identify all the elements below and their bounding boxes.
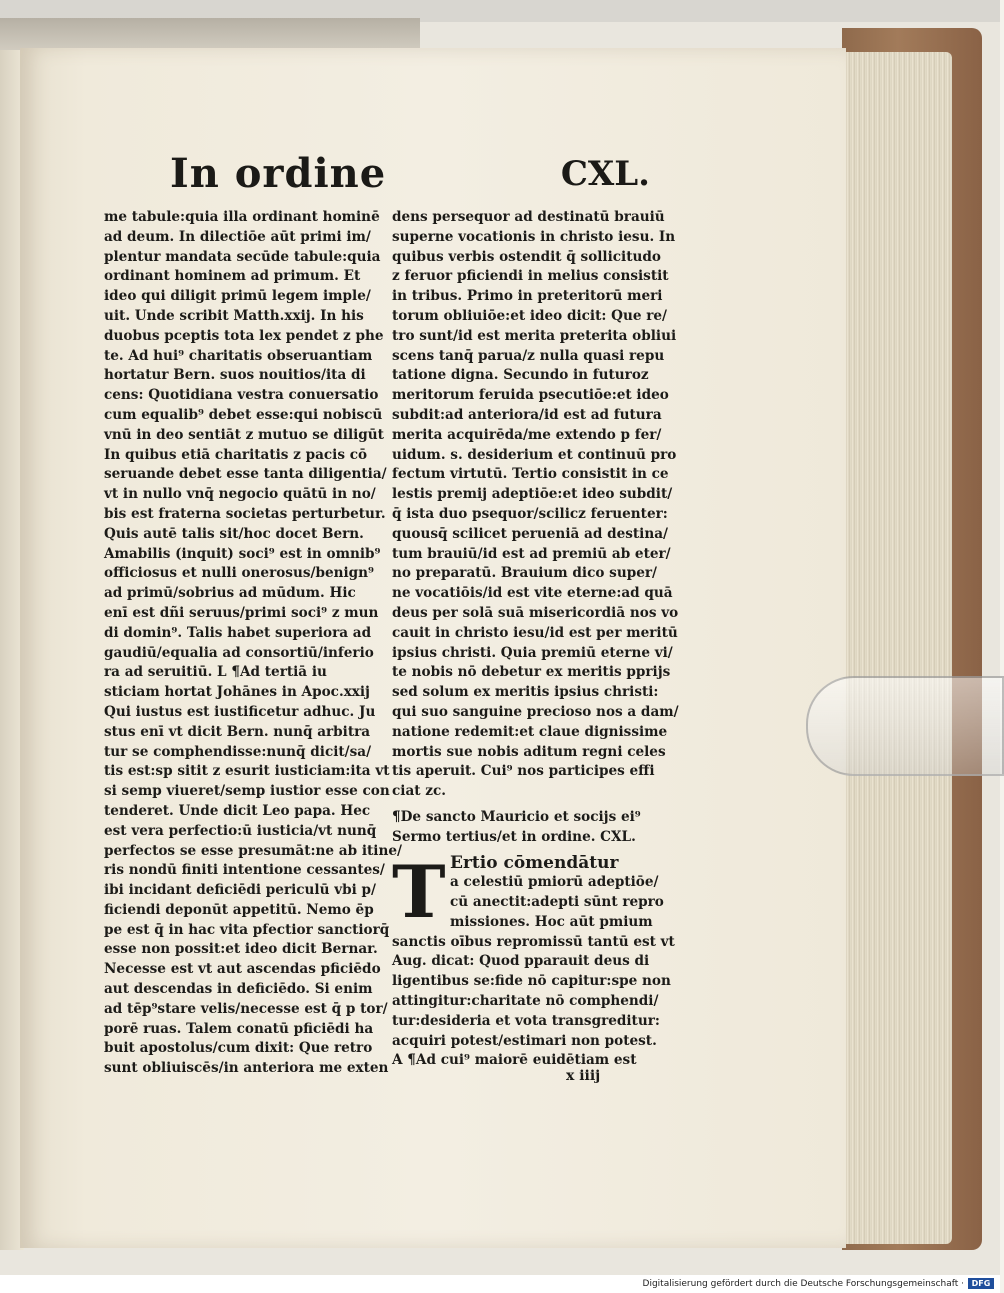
text-line: te. Ad hui⁹ charitatis obseruantiam bbox=[104, 347, 373, 364]
text-line: tis est:sp sitit z esurit iusticiam:ita vt bbox=[104, 763, 390, 780]
text-line: ne vocatiōis/id est vite eterne:ad quā bbox=[392, 585, 673, 602]
folio-number: CXL. bbox=[560, 154, 650, 194]
text-line: ¶De sancto Mauricio et socijs ei⁹ bbox=[392, 808, 641, 825]
text-line: in tribus. Primo in preteritorū meri bbox=[392, 288, 663, 305]
signature-mark: x iiij bbox=[566, 1068, 601, 1084]
text-line: merita acquirēda/me extendo p fer/ bbox=[392, 426, 662, 443]
text-line: z feruor pficiendi in melius consistit bbox=[392, 268, 669, 285]
text-line: cum equalib⁹ debet esse:qui nobiscū bbox=[104, 406, 383, 423]
drop-cap-initial: T bbox=[392, 848, 446, 934]
text-line: lestis premij adeptiōe:et ideo subdit/ bbox=[392, 486, 673, 503]
initial-text-line: Ertio cōmendātur bbox=[450, 852, 619, 873]
text-line: Aug. dicat: Quod pparauit deus di bbox=[392, 953, 650, 970]
text-line: tenderet. Unde dicit Leo papa. Hec bbox=[104, 802, 371, 819]
text-line: ris nondū finiti intentione cessantes/ bbox=[104, 862, 385, 879]
text-line: Sermo tertius/et in ordine. CXL. bbox=[392, 828, 636, 845]
text-line: mortis sue nobis aditum regni celes bbox=[392, 743, 666, 760]
text-line: sticiam hortat Johānes in Apoc.xxij bbox=[104, 684, 370, 701]
text-line: esse non possit:et ideo dicit Bernar. bbox=[104, 941, 378, 958]
text-line: uit. Unde scribit Matth.xxij. In his bbox=[104, 307, 364, 324]
text-line: quousq̄ scilicet perueniā ad destina/ bbox=[392, 525, 668, 542]
text-line: meritorum feruida psecutiōe:et ideo bbox=[392, 387, 669, 404]
text-line: ibi incidant deficiēdi periculū vbi p/ bbox=[104, 882, 376, 899]
text-line: tur se comphendisse:nunq̄ dicit/sa/ bbox=[104, 743, 372, 760]
text-line: sunt obliuiscēs/in anteriora me exten bbox=[104, 1060, 389, 1077]
text-line: ra ad seruitiū. L ¶Ad tertiā iu bbox=[104, 664, 327, 681]
text-line: duobus pceptis tota lex pendet z phe bbox=[104, 327, 384, 344]
text-line: sanctis oībus repromissū tantū est vt bbox=[392, 933, 675, 950]
text-line: gaudiū/equalia ad consortiū/inferio bbox=[104, 644, 374, 661]
text-line: hortatur Bern. suos nouitios/ita di bbox=[104, 367, 366, 384]
running-head-title: In ordine bbox=[170, 150, 387, 197]
text-line: stus enī vt dicit Bern. nunq̄ arbitra bbox=[104, 723, 371, 740]
text-line: ad tēp⁹stare velis/necesse est q̄ p tor/ bbox=[104, 1000, 388, 1017]
text-line: porē ruas. Talem conatū pficiēdi ha bbox=[104, 1020, 374, 1037]
right-text-column bbox=[392, 208, 679, 1071]
left-text-column bbox=[104, 208, 402, 1079]
text-line: me tabule:quia illa ordinant hominē bbox=[104, 209, 380, 225]
text-line: ficiendi deponūt appetitū. Nemo ēp bbox=[104, 901, 374, 918]
running-head bbox=[160, 150, 650, 202]
text-line: qui suo sanguine precioso nos a dam/ bbox=[392, 703, 679, 720]
text-line: tis aperuit. Cui⁹ nos participes effi bbox=[392, 763, 655, 780]
text-line: sed solum ex meritis ipsius christi: bbox=[392, 684, 659, 701]
text-line: acquiri potest/estimari non potest. bbox=[392, 1032, 657, 1049]
initial-text-line: cū anectit:adepti sūnt repro bbox=[450, 894, 664, 911]
text-line: ad primū/sobrius ad mūdum. Hic bbox=[104, 585, 356, 602]
text-line: Necesse est vt aut ascendas pficiēdo bbox=[104, 961, 381, 978]
text-line: enī est dñi seruus/primi soci⁹ z mun bbox=[104, 604, 379, 621]
text-line: ordinant hominem ad primum. Et bbox=[104, 268, 361, 285]
text-line: dens persequor ad destinatū brauiū bbox=[392, 209, 665, 225]
text-line: ligentibus se:fide nō capitur:spe non bbox=[392, 973, 671, 990]
text-line: tro sunt/id est merita preterita obliui bbox=[392, 327, 677, 344]
text-line: aut descendas in deficiēdo. Si enim bbox=[104, 981, 373, 998]
text-line: cauit in christo iesu/id est per meritū bbox=[392, 624, 678, 641]
text-line: pe est q̄ in hac vita pfectior sanctiorq̄ bbox=[104, 921, 390, 938]
text-line: superne vocationis in christo iesu. In bbox=[392, 228, 676, 245]
text-line: q̄ ista duo psequor/scilicz feruenter: bbox=[392, 505, 668, 522]
initial-text-line: missiones. Hoc aūt pmium bbox=[450, 913, 653, 930]
text-line: ipsius christi. Quia premiū eterne vi/ bbox=[392, 644, 673, 661]
text-line: tatione digna. Secundo in futuroz bbox=[392, 367, 649, 384]
footer-credit: Digitalisierung gefördert durch die Deutsche Forschungsgemeinschaft · bbox=[642, 1279, 964, 1289]
text-line: cens: Quotidiana vestra conuersatio bbox=[104, 387, 379, 404]
text-line: subdit:ad anteriora/id est ad futura bbox=[392, 406, 662, 423]
right-column-top-text bbox=[392, 208, 679, 802]
text-line: perfectos se esse presumāt:ne ab itine/ bbox=[104, 842, 402, 859]
sermon-heading bbox=[392, 808, 660, 848]
text-line: buit apostolus/cum dixit: Que retro bbox=[104, 1040, 373, 1057]
text-line: ideo qui diligit primū legem imple/ bbox=[104, 288, 371, 305]
text-line: Quis autē talis sit/hoc docet Bern. bbox=[104, 525, 364, 542]
page-clip bbox=[806, 676, 1004, 776]
right-column-bottom-text bbox=[392, 933, 675, 1072]
text-line: Qui iustus est iustificetur adhuc. Ju bbox=[104, 703, 376, 720]
text-line: tur:desideria et vota transgreditur: bbox=[392, 1012, 660, 1029]
text-line: scens tanq̄ parua/z nulla quasi repu bbox=[392, 347, 665, 364]
text-line: Amabilis (inquit) soci⁹ est in omnib⁹ bbox=[104, 545, 381, 562]
text-line: vt in nullo vnq̄ negocio quātū in no/ bbox=[104, 486, 376, 503]
text-line: deus per solā suā misericordiā nos vo bbox=[392, 604, 679, 621]
text-line: In quibus etiā charitatis z pacis cō bbox=[104, 446, 368, 463]
text-line: di domin⁹. Talis habet superiora ad bbox=[104, 624, 372, 641]
text-line: torum obliuiōe:et ideo dicit: Que re/ bbox=[392, 307, 667, 324]
initial-text-line: a celestiū pmiorū adeptiōe/ bbox=[450, 874, 659, 891]
text-line: natione redemit:et claue dignissime bbox=[392, 723, 668, 740]
text-line: ad deum. In dilectiōe aūt primi im/ bbox=[104, 228, 371, 245]
text-line: officiosus et nulli onerosus/benign⁹ bbox=[104, 565, 374, 582]
text-line: fectum virtutū. Tertio consistit in ce bbox=[392, 466, 669, 483]
text-line: no preparatū. Brauium dico super/ bbox=[392, 565, 657, 582]
text-line: vnū in deo sentiāt z mutuo se diligūt bbox=[104, 426, 384, 443]
text-line: ciat zc. bbox=[392, 783, 446, 800]
text-line: uidum. s. desiderium et continuū pro bbox=[392, 446, 677, 463]
text-line: est vera perfectio:ū iusticia/vt nunq̄ bbox=[104, 822, 377, 839]
text-line: A ¶Ad cui⁹ maiorē euidētiam est bbox=[392, 1052, 637, 1069]
initial-block bbox=[392, 848, 664, 934]
text-line: si semp viueret/semp iustior esse con bbox=[104, 783, 390, 800]
text-line: seruande debet esse tanta diligentia/ bbox=[104, 466, 387, 483]
dfg-logo: DFG bbox=[968, 1278, 994, 1289]
text-line: te nobis nō debetur ex meritis pprijs bbox=[392, 664, 671, 681]
text-line: plentur mandata secūde tabule:quia bbox=[104, 248, 381, 265]
text-line: quibus verbis ostendit q̄ sollicitudo bbox=[392, 248, 661, 265]
text-line: attingitur:charitate nō comphendi/ bbox=[392, 993, 659, 1010]
text-line: tum brauiū/id est ad premiū ab eter/ bbox=[392, 545, 671, 562]
text-line: bis est fraterna societas perturbetur. bbox=[104, 505, 386, 522]
